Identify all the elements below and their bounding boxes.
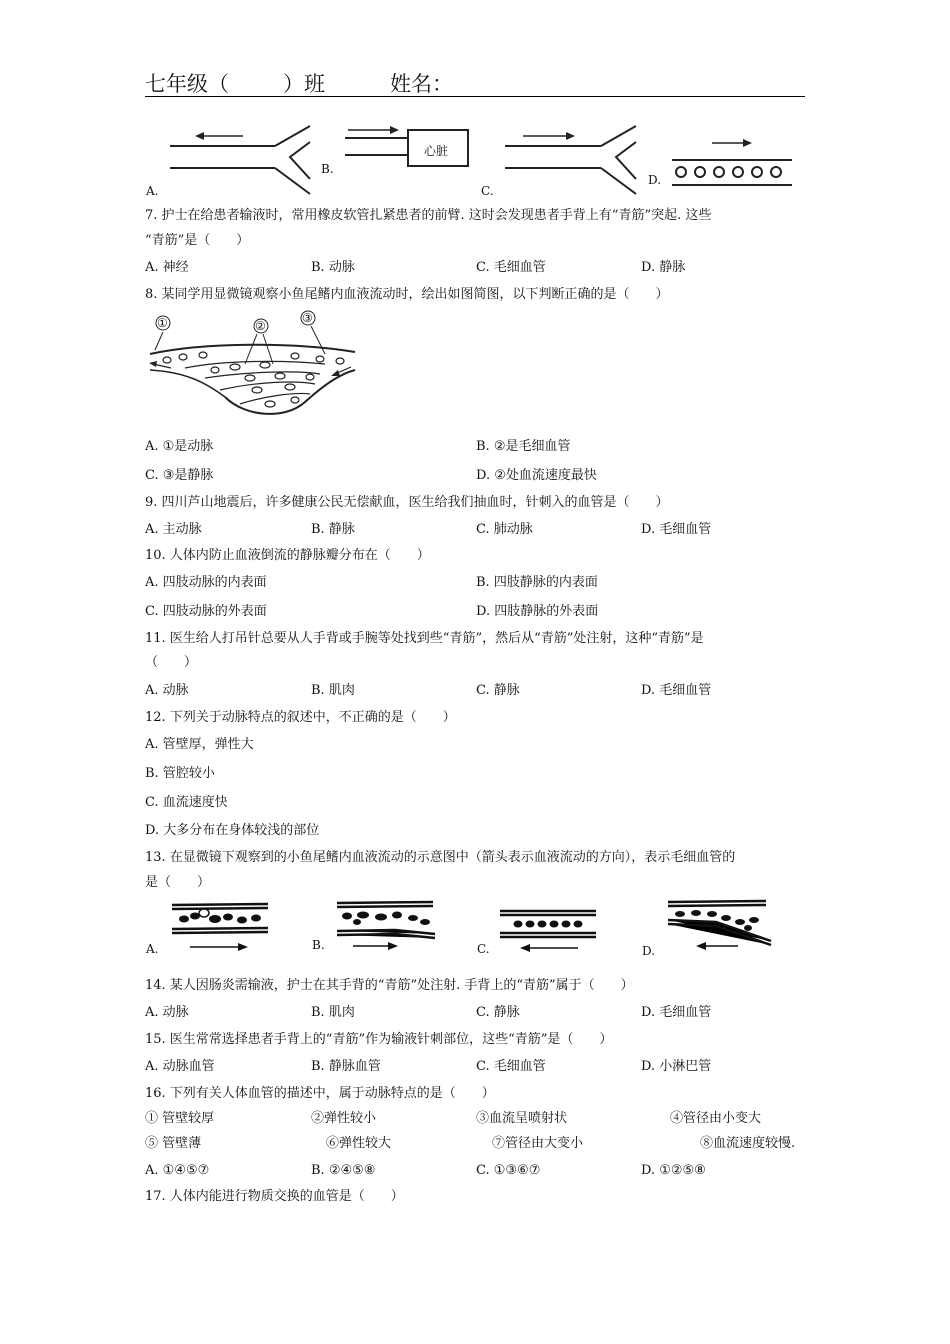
q14-option-d[interactable]: D. 毛细血管 xyxy=(641,1005,712,1020)
q15-option-b[interactable]: B. 静脉血管 xyxy=(311,1059,381,1074)
q11-stem: 11. 医生给人打吊针总要从人手背或手腕等处找到些“青筋”，然后从“青筋”处注射，这种“青筋”是 xyxy=(145,631,704,646)
q14-stem: 14. 某人因肠炎需输液，护士在其手背的“青筋”处注射. 手背上的“青筋”属于（ ） xyxy=(145,978,634,993)
q6-figure-a xyxy=(165,124,315,199)
q13-stem: 13. 在显微镜下观察到的小鱼尾鳍内血液流动的示意图中（箭头表示血液流动的方向），表示毛细血管的 xyxy=(145,850,736,865)
q13-label-d: D. xyxy=(642,944,656,958)
q8-fig-label-1: ① xyxy=(157,316,168,330)
q16-item-7: ⑦管径由大变小 xyxy=(492,1136,584,1151)
q7-option-b[interactable]: B. 动脉 xyxy=(311,260,355,275)
q12-stem: 12. 下列关于动脉特点的叙述中，不正确的是（ ） xyxy=(145,710,456,725)
q13-label-b: B. xyxy=(312,938,325,952)
q13-label-a: A. xyxy=(146,942,159,956)
q7-stem-cont: “青筋”是（ ） xyxy=(145,233,250,248)
grade-label: 七年级（ xyxy=(145,72,229,96)
q16-option-a[interactable]: A. ①④⑤⑦ xyxy=(145,1163,210,1178)
q16-item-1: ① 管壁较厚 xyxy=(145,1111,215,1126)
q12-option-c[interactable]: C. 血流速度快 xyxy=(145,795,228,810)
q16-option-c[interactable]: C. ①③⑥⑦ xyxy=(476,1163,541,1178)
q16-item-4: ④管径由小变大 xyxy=(670,1111,762,1126)
q6-figure-b xyxy=(343,125,473,175)
q16-item-8: ⑧血流速度较慢. xyxy=(700,1136,796,1151)
q9-option-a[interactable]: A. 主动脉 xyxy=(145,522,202,537)
name-label: 姓名： xyxy=(390,72,453,96)
q8-option-b[interactable]: B. ②是毛细血管 xyxy=(476,439,571,454)
q13-label-c: C. xyxy=(477,942,490,956)
q15-option-d[interactable]: D. 小淋巴管 xyxy=(641,1059,712,1074)
q11-stem-cont: （ ） xyxy=(145,655,198,670)
q6-figure-c xyxy=(503,124,643,199)
q14-option-a[interactable]: A. 动脉 xyxy=(145,1005,189,1020)
q10-option-c[interactable]: C. 四肢动脉的外表面 xyxy=(145,604,267,619)
q6-label-d: D. xyxy=(648,173,662,187)
q8-option-d[interactable]: D. ②处血流速度最快 xyxy=(476,468,597,483)
q7-option-d[interactable]: D. 静脉 xyxy=(641,260,686,275)
q12-option-b[interactable]: B. 管腔较小 xyxy=(145,766,215,781)
q11-option-a[interactable]: A. 动脉 xyxy=(145,683,189,698)
q14-option-c[interactable]: C. 静脉 xyxy=(476,1005,520,1020)
q13-figure-b xyxy=(335,898,440,953)
q9-stem: 9. 四川芦山地震后，许多健康公民无偿献血，医生给我们抽血时，针刺入的血管是（ ） xyxy=(145,495,669,510)
page-header xyxy=(145,68,805,97)
q8-stem: 8. 某同学用显微镜观察小鱼尾鳍内血液流动时，绘出如图简图，以下判断正确的是（ ） xyxy=(145,287,669,302)
q15-option-a[interactable]: A. 动脉血管 xyxy=(145,1059,215,1074)
q16-item-6: ⑥弹性较大 xyxy=(326,1136,392,1151)
q13-figure-d xyxy=(666,896,776,956)
q8-option-c[interactable]: C. ③是静脉 xyxy=(145,468,214,483)
q11-option-b[interactable]: B. 肌肉 xyxy=(311,683,355,698)
q12-option-d[interactable]: D. 大多分布在身体较浅的部位 xyxy=(145,823,320,838)
q7-stem: 7. 护士在给患者输液时，常用橡皮软管扎紧患者的前臂. 这时会发现患者手背上有“青筋”突起. 这些 xyxy=(145,208,712,223)
q16-item-5: ⑤ 管壁薄 xyxy=(145,1136,202,1151)
q6-figure-d xyxy=(670,138,795,188)
q17-stem: 17. 人体内能进行物质交换的血管是（ ） xyxy=(145,1189,404,1204)
q16-stem: 16. 下列有关人体血管的描述中，属于动脉特点的是（ ） xyxy=(145,1086,495,1101)
q7-option-a[interactable]: A. 神经 xyxy=(145,260,189,275)
q10-option-d[interactable]: D. 四肢静脉的外表面 xyxy=(476,604,599,619)
q16-option-d[interactable]: D. ①②⑤⑧ xyxy=(641,1163,706,1178)
q16-option-b[interactable]: B. ②④⑤⑧ xyxy=(311,1163,376,1178)
q16-item-3: ③血流呈喷射状 xyxy=(476,1111,568,1126)
class-label: ）班 xyxy=(283,72,325,96)
q8-fig-label-3: ③ xyxy=(302,311,313,325)
q9-option-c[interactable]: C. 肺动脉 xyxy=(476,522,533,537)
q7-option-c[interactable]: C. 毛细血管 xyxy=(476,260,546,275)
heart-label: 心脏 xyxy=(424,144,449,158)
q6-label-a: A. xyxy=(146,184,159,198)
q12-option-a[interactable]: A. 管壁厚，弹性大 xyxy=(145,737,254,752)
q11-option-d[interactable]: D. 毛细血管 xyxy=(641,683,712,698)
q13-figure-a xyxy=(170,899,270,954)
q8-fig-label-2: ② xyxy=(255,319,266,333)
q13-figure-c xyxy=(498,906,598,956)
q6-label-b: B. xyxy=(321,162,334,176)
q10-option-a[interactable]: A. 四肢动脉的内表面 xyxy=(145,575,267,590)
q6-label-c: C. xyxy=(481,184,494,198)
q15-option-c[interactable]: C. 毛细血管 xyxy=(476,1059,546,1074)
q8-option-a[interactable]: A. ①是动脉 xyxy=(145,439,214,454)
q13-stem-cont: 是（ ） xyxy=(145,875,211,890)
q15-stem: 15. 医生常常选择患者手背上的“青筋”作为输液针刺部位，这些“青筋”是（ ） xyxy=(145,1032,613,1047)
q9-option-d[interactable]: D. 毛细血管 xyxy=(641,522,712,537)
q8-capillary-figure xyxy=(145,312,360,424)
q10-option-b[interactable]: B. 四肢静脉的内表面 xyxy=(476,575,598,590)
q11-option-c[interactable]: C. 静脉 xyxy=(476,683,520,698)
q10-stem: 10. 人体内防止血液倒流的静脉瓣分布在（ ） xyxy=(145,548,430,563)
q9-option-b[interactable]: B. 静脉 xyxy=(311,522,355,537)
q16-item-2: ②弹性较小 xyxy=(311,1111,377,1126)
q14-option-b[interactable]: B. 肌肉 xyxy=(311,1005,355,1020)
